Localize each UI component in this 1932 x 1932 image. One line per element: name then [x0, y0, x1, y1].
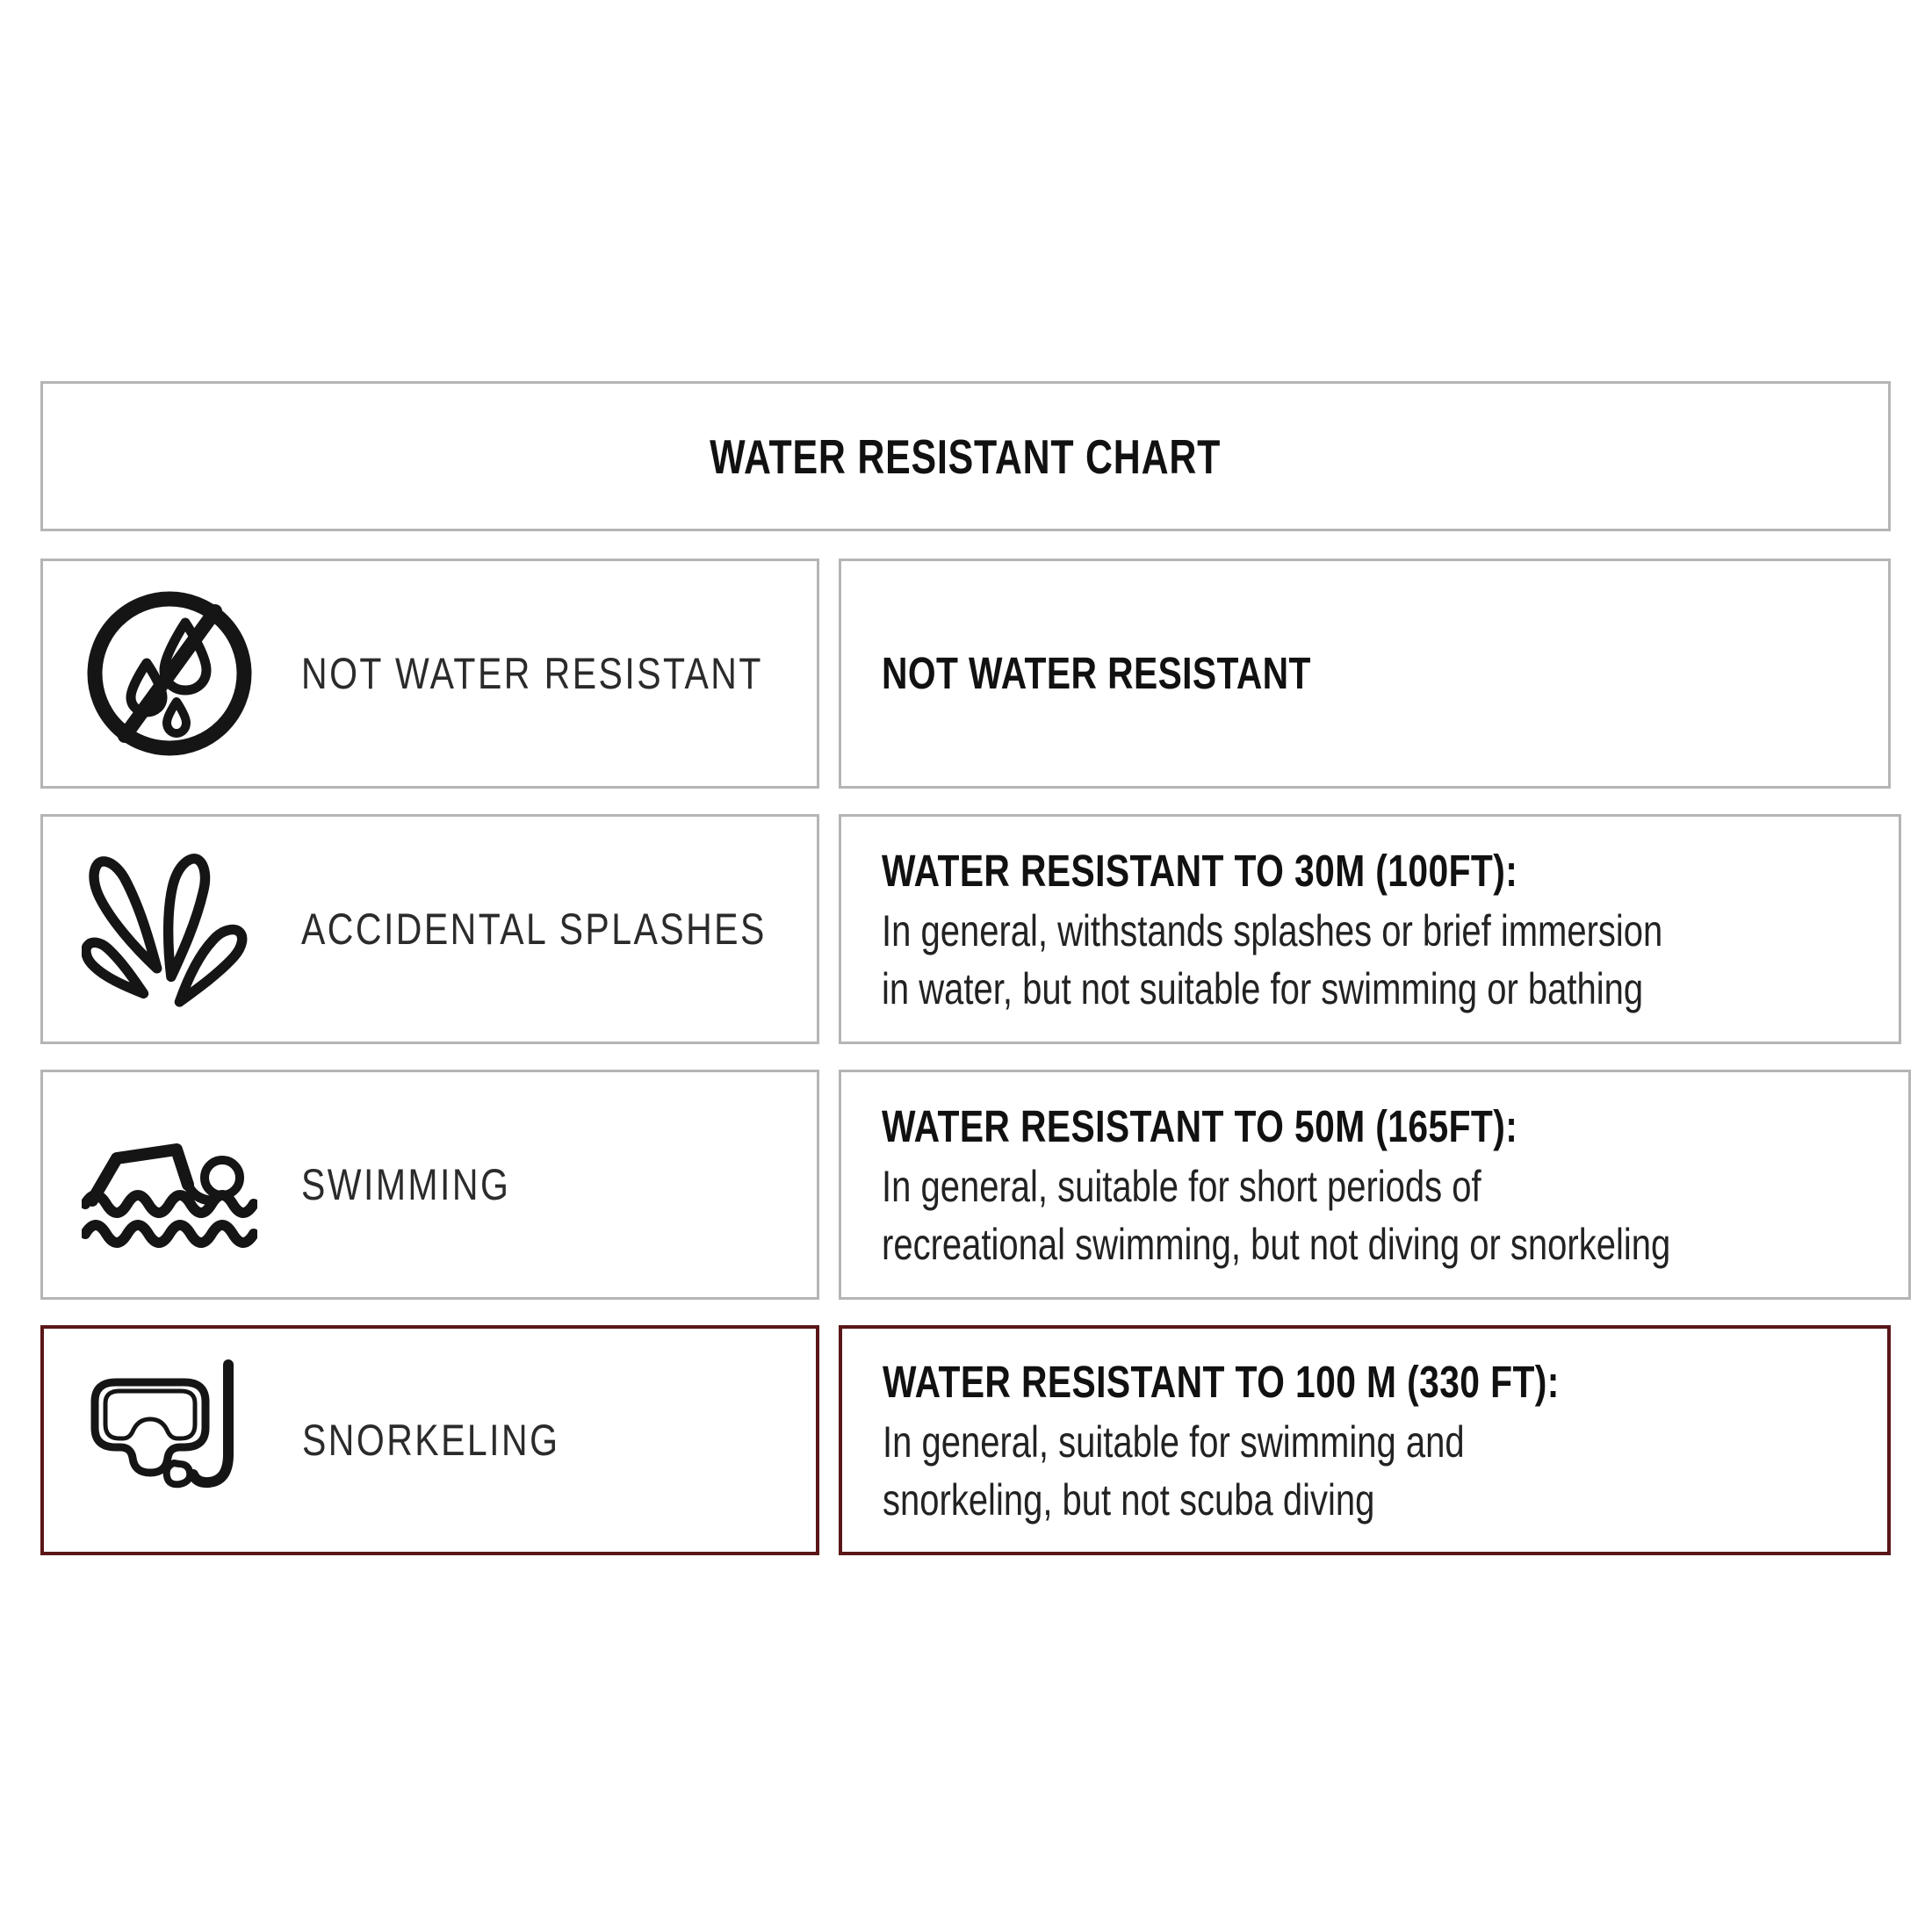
no-water-drops-icon: [82, 586, 257, 761]
activity-cell: [40, 814, 819, 1044]
swimmer-icon: [82, 1097, 257, 1272]
description-line: snorkeling, but not scuba diving: [883, 1475, 1375, 1525]
rating-heading: WATER RESISTANT TO 50M (165FT):: [882, 1101, 1518, 1151]
activity-label: NOT WATER RESISTANT: [301, 649, 763, 698]
splash-icon: [82, 841, 257, 1017]
activity-label: SWIMMING: [301, 1160, 511, 1209]
water-resistant-chart: [40, 381, 1891, 1555]
chart-title-box: [40, 381, 1891, 531]
description-cell: [839, 814, 1901, 1044]
activity-cell: [40, 559, 819, 789]
description-cell: [839, 1325, 1891, 1555]
description-line: in water, but not suitable for swimming or bathing: [882, 964, 1644, 1013]
activity-label: SNORKELING: [302, 1416, 560, 1465]
activity-cell: [40, 1070, 819, 1300]
description-line: recreational swimming, but not diving or snorkeling: [882, 1220, 1671, 1269]
description-cell: [839, 559, 1891, 789]
table-row-snorkeling: [40, 1325, 1891, 1555]
rating-heading: NOT WATER RESISTANT: [882, 648, 1311, 698]
rating-heading: WATER RESISTANT TO 100 M (330 FT):: [883, 1357, 1560, 1407]
description-line: In general, suitable for short periods of: [882, 1162, 1481, 1211]
snorkel-mask-icon: [83, 1352, 258, 1528]
description-line: In general, suitable for swimming and: [883, 1417, 1465, 1467]
rating-heading: WATER RESISTANT TO 30M (100FT):: [882, 846, 1518, 896]
table-row-not-water-resistant: [40, 559, 1891, 789]
table-row-accidental-splashes: [40, 814, 1891, 1044]
activity-cell: [40, 1325, 819, 1555]
description-line: In general, withstands splashes or brief immersion: [882, 906, 1663, 955]
page-title: WATER RESISTANT CHART: [710, 429, 1222, 484]
activity-label: ACCIDENTAL SPLASHES: [301, 905, 767, 954]
table-row-swimming: [40, 1070, 1891, 1300]
description-cell: [839, 1070, 1911, 1300]
